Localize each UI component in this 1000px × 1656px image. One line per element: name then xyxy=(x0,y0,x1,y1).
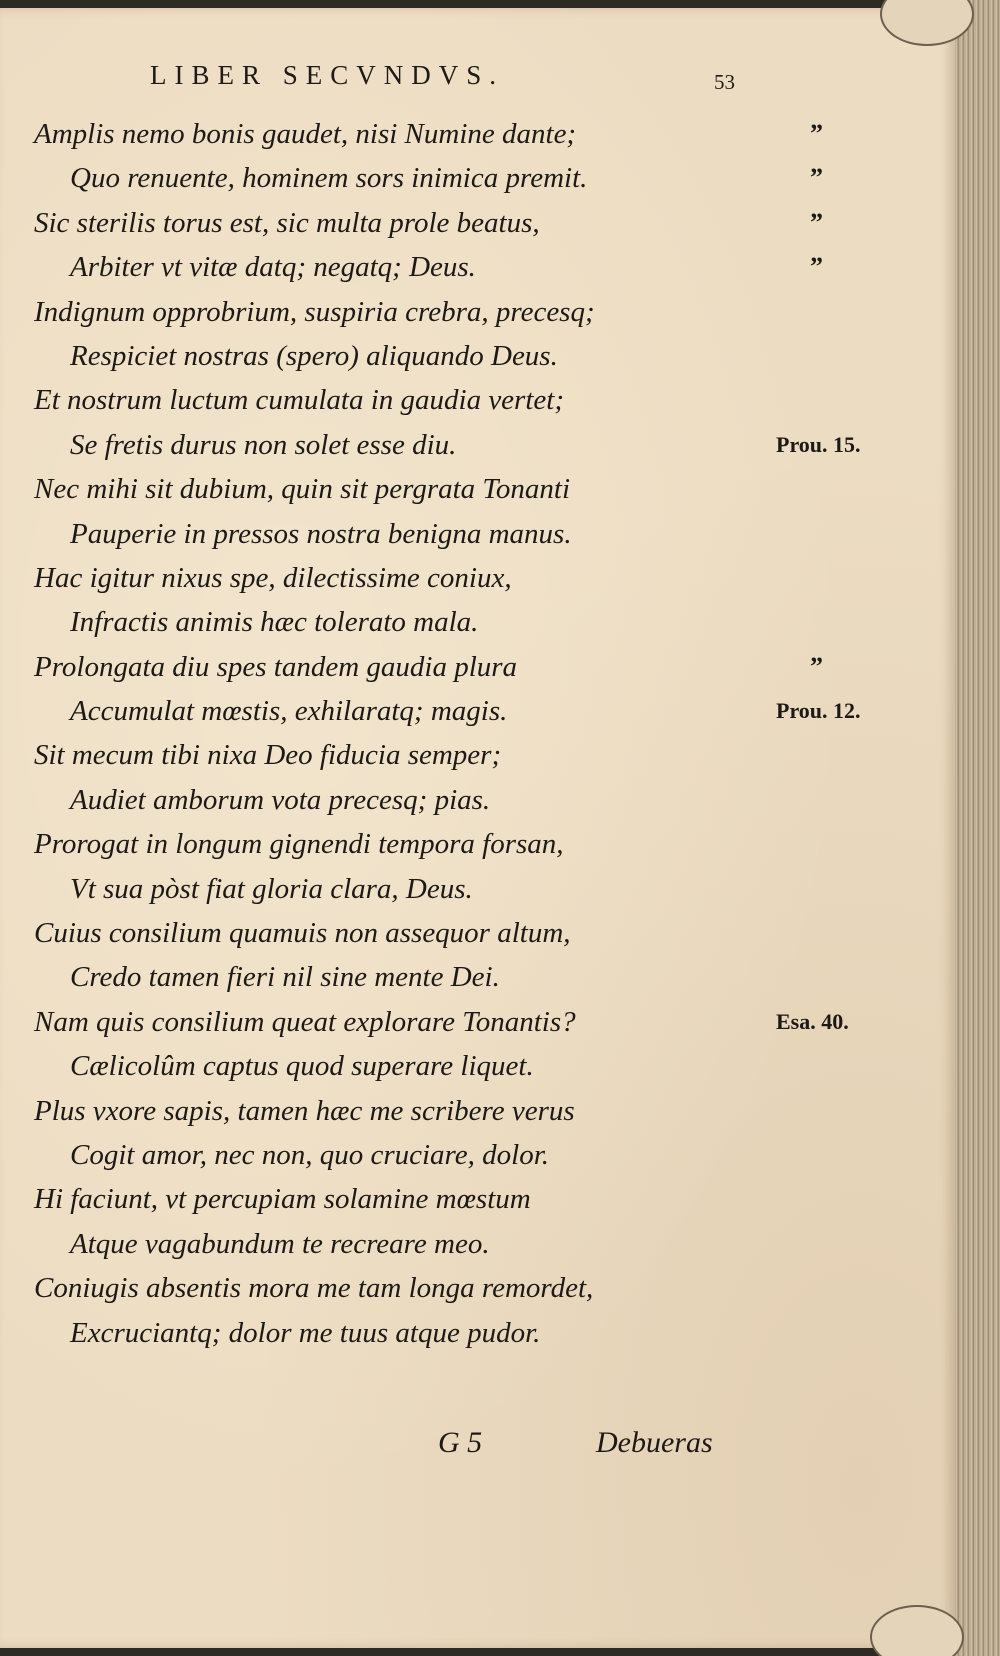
verse-text: Atque vagabundum te recreare meo. xyxy=(70,1227,490,1260)
book-page xyxy=(0,8,955,1648)
verse-text: Credo tamen fieri nil sine mente Dei. xyxy=(70,961,500,994)
verse-text: Cælicolûm captus quod superare liquet. xyxy=(70,1050,534,1083)
gnomic-quote-mark: ” xyxy=(810,207,823,237)
verse-line xyxy=(34,1089,734,1133)
gnomic-quote-mark: ” xyxy=(810,163,823,193)
verse-line xyxy=(34,512,734,556)
verse-text: Se fretis durus non solet esse diu. xyxy=(70,428,457,461)
signature-mark: G 5 xyxy=(438,1426,483,1459)
verse-line xyxy=(34,334,734,378)
verse-line xyxy=(34,1000,849,1044)
verse-text: Sit mecum tibi nixa Deo fiducia semper; xyxy=(34,739,502,772)
verse-text: Amplis nemo bonis gaudet, nisi Numine dante; xyxy=(34,118,577,150)
verse-line xyxy=(34,556,734,600)
verse-text: Nec mihi sit dubium, quin sit pergrata Tonanti xyxy=(34,473,571,506)
verse-text: Et nostrum luctum cumulata in gaudia vertet; xyxy=(34,384,564,417)
verse-text: Nam quis consilium queat explorare Tonantis? xyxy=(34,1005,576,1038)
verse-line xyxy=(34,1177,734,1221)
verse-line xyxy=(34,1133,734,1177)
verse-text: Cogit amor, nec non, quo cruciare, dolor. xyxy=(70,1138,550,1171)
verse-line xyxy=(34,645,823,689)
verse-text: Infractis animis hæc tolerato mala. xyxy=(70,606,479,639)
verse-line xyxy=(34,156,823,200)
verse-line xyxy=(34,867,734,911)
verse-line xyxy=(34,778,734,822)
verse-text: Prorogat in longum gignendi tempora forsan, xyxy=(34,828,564,861)
verse-line xyxy=(34,689,861,733)
verse-line xyxy=(34,911,734,955)
page-number: 53 xyxy=(714,70,735,94)
page-footer xyxy=(0,1426,760,1476)
verse-text: Plus vxore sapis, tamen hæc me scribere verus xyxy=(34,1094,575,1127)
running-title: LIBER SECVNDVS. xyxy=(150,60,505,90)
verse-text: Vt sua pòst fiat gloria clara, Deus. xyxy=(70,872,473,905)
marginal-reference: Prou. 12. xyxy=(776,698,861,724)
gnomic-quote-mark: ” xyxy=(810,119,823,148)
verse-text: Audiet amborum vota precesq; pias. xyxy=(70,783,491,816)
verse-text: Hi faciunt, vt percupiam solamine mœstum xyxy=(34,1183,531,1216)
verse-line xyxy=(34,423,861,467)
verse-line xyxy=(34,1044,734,1088)
verse-text: Cuius consilium quamuis non assequor altum, xyxy=(34,917,571,950)
verse-line xyxy=(34,822,734,866)
verse-text: Quo renuente, hominem sors inimica premit. xyxy=(70,162,588,195)
verse-text: Prolongata diu spes tandem gaudia plura xyxy=(34,650,518,683)
verse-line xyxy=(34,290,734,334)
verse-line xyxy=(34,600,734,644)
verse-line xyxy=(34,245,823,289)
verse-line xyxy=(34,467,734,511)
catchword: Debueras xyxy=(596,1426,713,1459)
page-fore-edge xyxy=(955,0,1000,1656)
gnomic-quote-mark: ” xyxy=(810,651,823,681)
verse-text: Hac igitur nixus spe, dilectissime coniux, xyxy=(34,561,512,594)
verse-text: Arbiter vt vitæ datq; negatq; Deus. xyxy=(70,251,476,284)
marginal-reference: Esa. 40. xyxy=(776,1008,849,1034)
verse-line xyxy=(34,1266,734,1310)
verse-text: Respiciet nostras (spero) aliquando Deus. xyxy=(70,339,558,372)
verse-line xyxy=(34,955,734,999)
verse-line xyxy=(34,1311,734,1355)
verse-text: Sic sterilis torus est, sic multa prole beatus, xyxy=(34,206,540,239)
verse-text: Excruciantq; dolor me tuus atque pudor. xyxy=(70,1316,541,1349)
marginal-reference: Prou. 15. xyxy=(776,431,861,457)
gnomic-quote-mark: ” xyxy=(810,252,823,282)
verse-line xyxy=(34,378,734,422)
verse-text: Accumulat mœstis, exhilaratq; magis. xyxy=(70,695,508,728)
verse-line xyxy=(34,201,823,245)
verse-text: Coniugis absentis mora me tam longa remordet, xyxy=(34,1272,594,1305)
verse-line xyxy=(34,733,734,777)
verse-line xyxy=(34,1222,734,1266)
verse-list xyxy=(34,112,861,1355)
verse-text: Pauperie in pressos nostra benigna manus. xyxy=(70,517,572,550)
verse-text: Indignum opprobrium, suspiria crebra, precesq; xyxy=(34,295,595,328)
verse-line xyxy=(34,112,823,156)
